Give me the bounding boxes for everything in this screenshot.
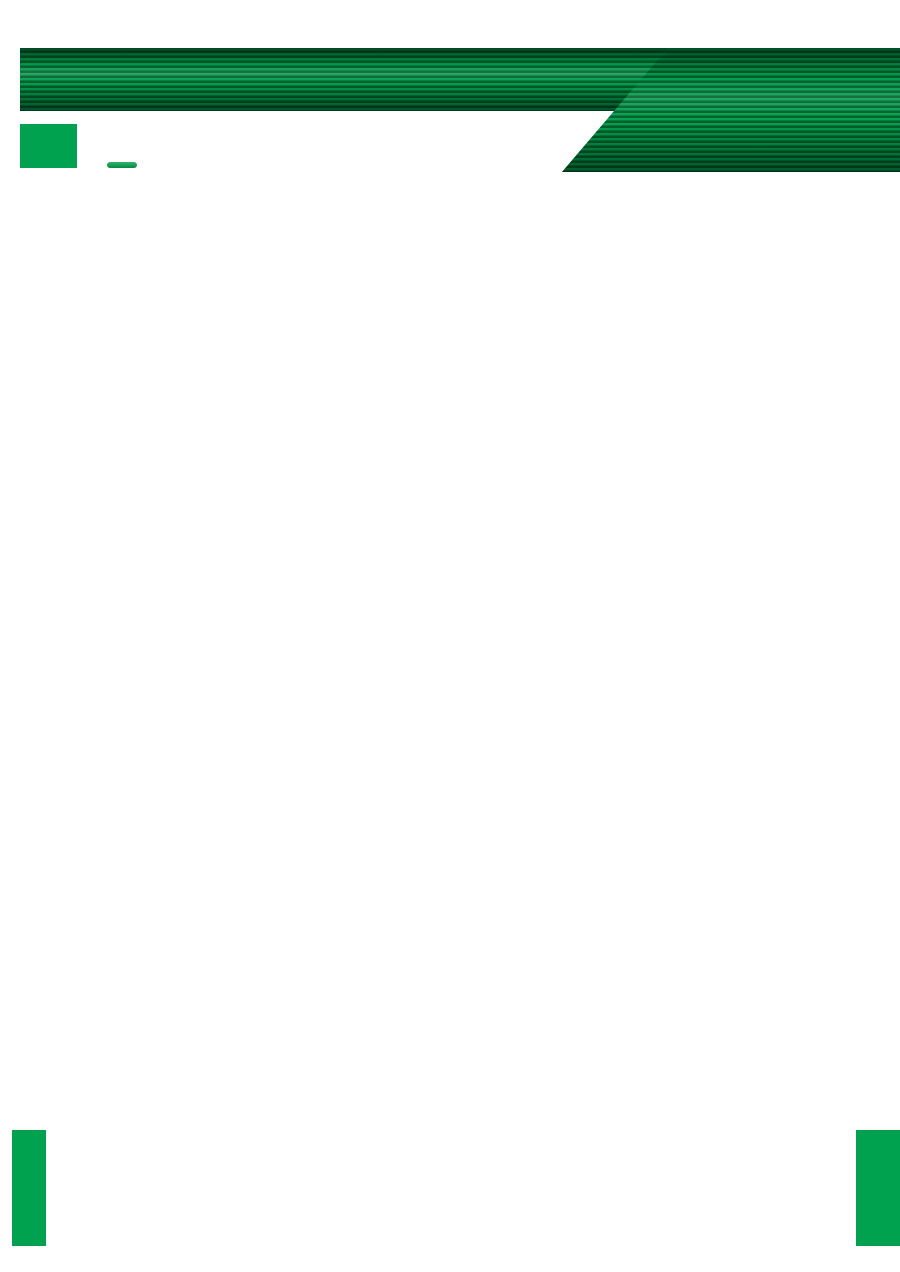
rohs-badge — [107, 162, 137, 168]
green-accent-square — [20, 124, 77, 168]
right-accent-bar — [856, 1130, 900, 1246]
page-title-row — [20, 124, 137, 168]
page-number-bar — [12, 1130, 46, 1246]
series-banner — [20, 48, 702, 111]
intro-text — [78, 197, 840, 206]
